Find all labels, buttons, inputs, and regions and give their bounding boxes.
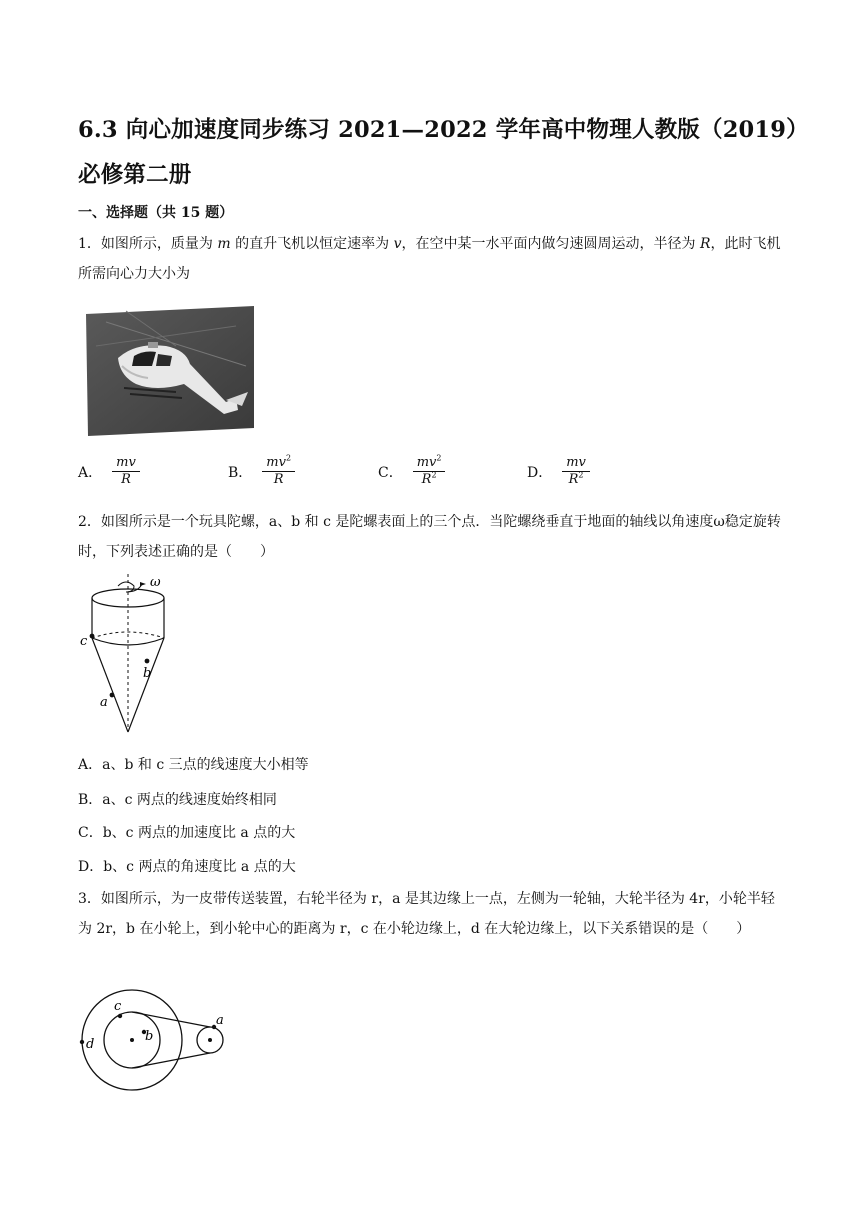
option-d[interactable] — [527, 455, 590, 488]
omega-label: ω — [150, 575, 161, 590]
q2-option-a[interactable]: A．a、b 和 c 三点的线速度大小相等 — [78, 757, 309, 773]
point-b-label: b — [143, 666, 152, 681]
belt-drive-diagram — [74, 988, 244, 1096]
q1-text-part: ，此时飞机所需向心力大小为 — [78, 236, 781, 282]
spinning-top-diagram — [74, 570, 194, 740]
denominator-exponent: 2 — [578, 470, 584, 480]
option-fraction — [112, 455, 140, 488]
fraction-denominator — [565, 472, 588, 488]
numerator-text: mv — [116, 455, 136, 470]
q1-text-part: ，在空中某一水平面内做匀速圆周运动，半径为 — [401, 236, 696, 252]
denominator-text: R — [421, 472, 432, 487]
section-heading: 一、选择题（共 15 题） — [78, 205, 234, 221]
q2-option-d[interactable]: D．b、c 两点的角速度比 a 点的大 — [78, 859, 296, 875]
option-c[interactable] — [378, 455, 445, 488]
q2-option-c[interactable]: C．b、c 两点的加速度比 a 点的大 — [78, 825, 296, 841]
fraction-numerator — [562, 455, 590, 472]
point-d-label: d — [86, 1037, 95, 1052]
point-a-label: a — [100, 695, 108, 710]
numerator-text: mv — [266, 455, 286, 470]
denominator-text: R — [121, 472, 131, 487]
fraction-numerator — [413, 455, 446, 472]
denominator-text: R — [273, 472, 284, 487]
fraction-denominator — [418, 472, 441, 488]
option-label: B． — [228, 464, 253, 481]
question-number: 3． — [78, 891, 101, 907]
fraction-numerator — [262, 455, 295, 472]
numerator-exponent: 2 — [285, 453, 292, 463]
option-a[interactable] — [78, 455, 140, 488]
option-fraction — [562, 455, 590, 488]
q1-var-m: m — [217, 236, 231, 252]
question-2-text — [78, 507, 788, 567]
option-fraction — [262, 455, 295, 488]
option-label: C． — [378, 464, 403, 481]
numerator-exponent: 2 — [436, 453, 442, 463]
q2-option-b[interactable]: B．a、c 两点的线速度始终相同 — [78, 792, 277, 808]
q1-var-r: R — [699, 236, 711, 252]
question-3-text — [78, 884, 788, 944]
question-1-text — [78, 229, 788, 289]
point-c-label: c — [80, 634, 88, 649]
q1-text-part: 的直升飞机以恒定速率为 — [235, 236, 390, 252]
point-c-label: c — [114, 999, 122, 1014]
page-title: 6.3 向心加速度同步练习 2021—2022 学年高中物理人教版（2019）必修第二册 — [78, 117, 798, 188]
point-b-label: b — [145, 1029, 154, 1044]
numerator-text: mv — [416, 455, 437, 470]
question-number: 2． — [78, 514, 101, 530]
q1-var-v: v — [393, 236, 402, 252]
q1-options — [78, 455, 778, 501]
denominator-text: R — [568, 472, 579, 487]
q2-text: 如图所示是一个玩具陀螺，a、b 和 c 是陀螺表面上的三个点．当陀螺绕垂直于地面的轴线以角速度ω稳定旋转时，下列表述正确的是（ ） — [78, 514, 781, 560]
fraction-denominator — [117, 472, 135, 488]
option-label: D． — [527, 464, 553, 481]
option-b[interactable] — [228, 455, 295, 488]
option-fraction — [413, 455, 446, 488]
denominator-exponent: 2 — [431, 470, 437, 480]
fraction-denominator — [270, 472, 288, 488]
helicopter-photo — [86, 306, 254, 436]
point-a-label: a — [216, 1013, 224, 1028]
q1-text-part: 如图所示，质量为 — [100, 236, 213, 252]
question-number: 1． — [78, 236, 101, 252]
numerator-text: mv — [566, 455, 586, 470]
option-label: A． — [78, 464, 103, 481]
q3-text: 如图所示，为一皮带传送装置，右轮半径为 r，a 是其边缘上一点，左侧为一轮轴，大轮半径为 4r，小轮半轻为 2r，b 在小轮上，到小轮中心的距离为 r，c 在小轮边缘上，d 在大轮边缘上，以下关系错误的是（ ） — [78, 891, 775, 937]
fraction-numerator — [112, 455, 140, 472]
